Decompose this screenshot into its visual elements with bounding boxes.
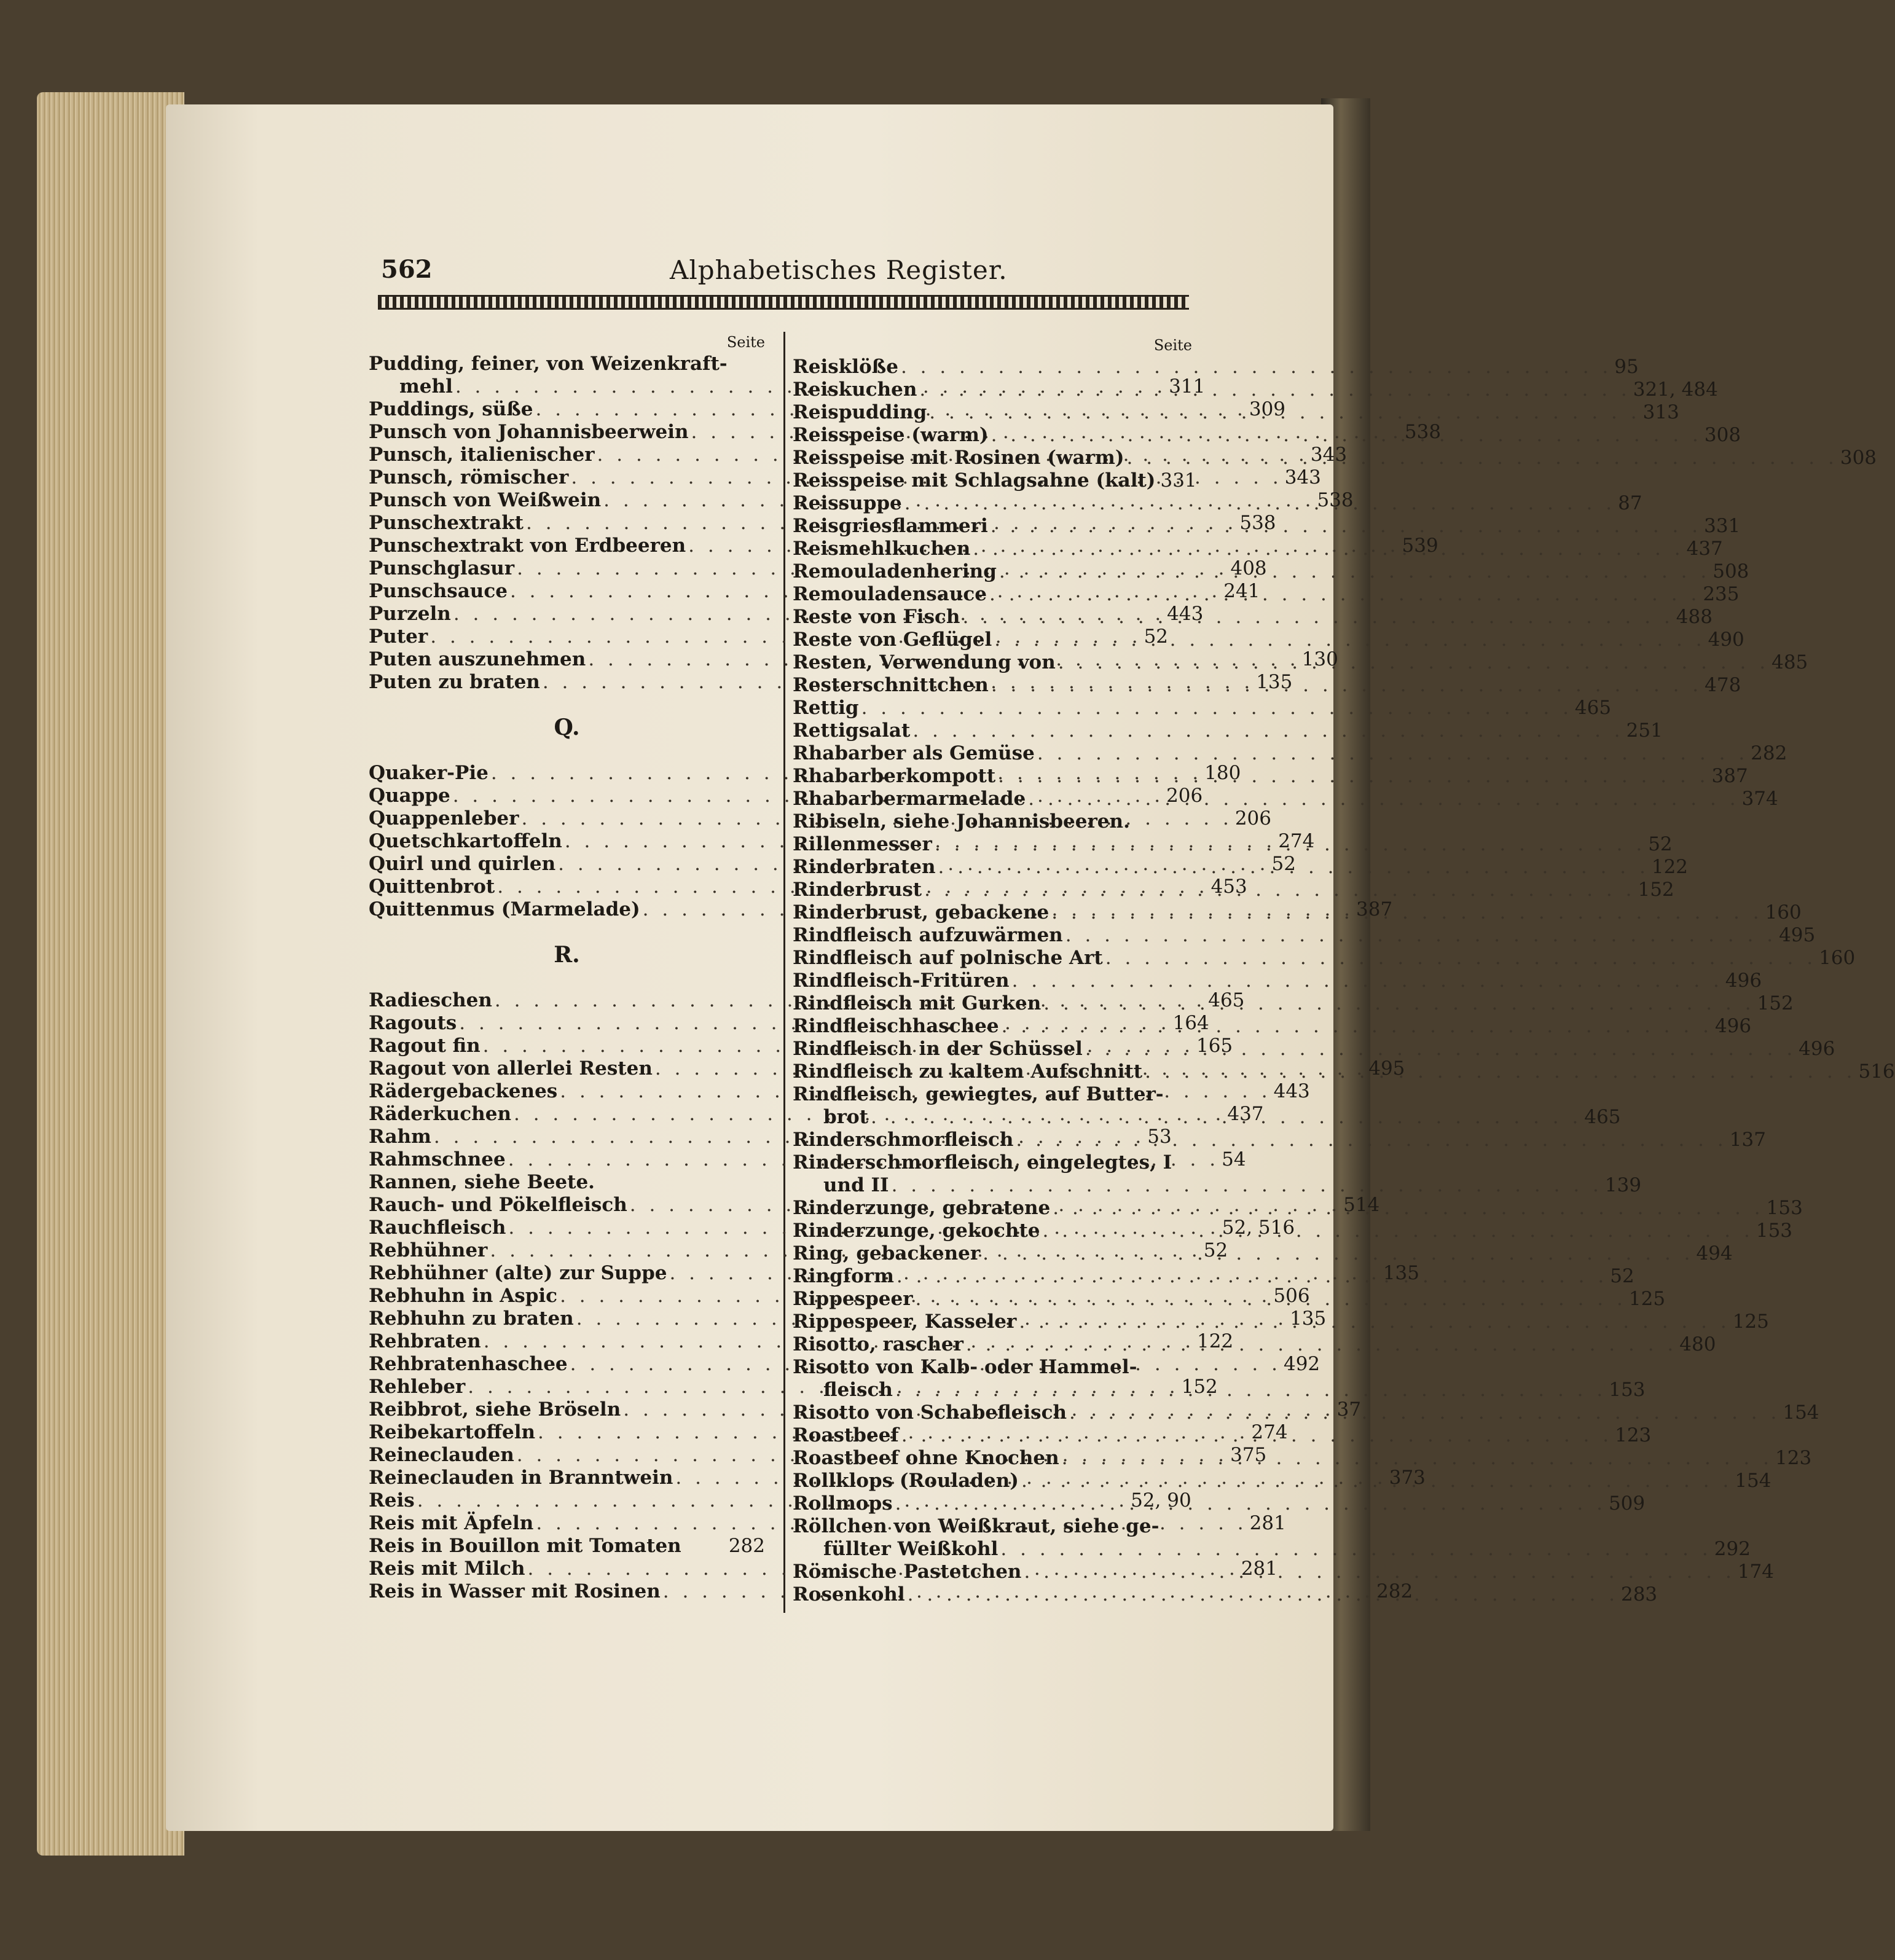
entry-term: Punsch von Weißwein: [369, 489, 602, 511]
entry-term: Rinderzunge, gebratene: [793, 1197, 1051, 1219]
entry-page: 283: [1620, 1583, 1658, 1605]
entry-page: 180: [1204, 762, 1241, 784]
entry-page: 123: [1615, 1424, 1652, 1446]
entry-term: Ring, gebackener: [793, 1242, 981, 1264]
index-entry: [793, 810, 1192, 833]
entry-term: Rindfleisch zu kaltem Aufschnitt: [793, 1060, 1143, 1083]
entry-term: Ragout von allerlei Resten: [369, 1057, 653, 1080]
entry-term: Radieschen: [369, 989, 492, 1011]
entry-term: Quittenmus (Marmelade): [369, 898, 640, 920]
index-entry: [793, 742, 1787, 765]
book-page-edges: [37, 92, 184, 1856]
entry-page: 153: [1756, 1220, 1793, 1242]
entry-term: Rebhuhn in Aspic: [369, 1285, 558, 1307]
leader-dots: [1035, 742, 1751, 765]
entry-page: 206: [1234, 807, 1271, 829]
entry-page: 281: [1249, 1512, 1286, 1534]
leader-dots: [1059, 1447, 1775, 1470]
entry-term: Rannen, siehe Beete.: [369, 1171, 595, 1193]
entry-page: 282: [1751, 742, 1787, 764]
leader-dots: [963, 1333, 1679, 1356]
entry-term: Punschsauce: [369, 580, 508, 602]
entry-page: 488: [1676, 606, 1713, 628]
entry-term: Reiskuchen: [793, 378, 917, 401]
entry-term: Risotto von Kalb- oder Hammel-: [793, 1356, 1137, 1378]
leader-dots: [970, 538, 1686, 560]
entry-page: 538: [1404, 421, 1442, 443]
entry-term: Quappe: [369, 785, 450, 807]
entry-term: Quittenbrot: [369, 876, 495, 898]
entry-page: 282: [728, 1535, 765, 1557]
column-label: Seite: [726, 334, 765, 351]
entry-page: 496: [1725, 970, 1762, 992]
entry-page: 465: [1574, 697, 1612, 719]
entry-page: 387: [1356, 898, 1393, 920]
leader-dots: [1050, 1197, 1766, 1220]
leader-dots: [989, 674, 1705, 697]
leader-dots: [1021, 1561, 1737, 1583]
leader-dots: [917, 378, 1633, 401]
entry-term: Rollmops: [793, 1492, 893, 1515]
index-entry: [793, 1129, 1766, 1151]
index-entry: [793, 629, 1744, 651]
entry-term: Punschextrakt von Erdbeeren: [369, 535, 686, 557]
entry-term: brot: [823, 1106, 869, 1128]
entry-term: Reste von Fisch: [793, 606, 960, 628]
index-entry: [793, 697, 1612, 719]
leader-dots: [992, 629, 1708, 651]
entry-term: Rindfleisch aufzuwärmen: [793, 924, 1063, 946]
entry-page: 375: [1230, 1444, 1267, 1466]
entry-term: Reismehlkuchen: [793, 538, 971, 560]
leader-dots: [1083, 1038, 1799, 1060]
entry-page: 538: [1317, 489, 1354, 511]
entry-term: Ragouts: [369, 1012, 457, 1034]
entry-term: Quaker-Pie: [369, 762, 488, 784]
index-entry: [793, 356, 1639, 378]
spacer: [369, 921, 765, 944]
entry-term: Puten zu braten: [369, 671, 540, 693]
entry-page: 516: [1858, 1060, 1895, 1083]
entry-term: Räderkuchen: [369, 1103, 511, 1125]
entry-page: 130: [1301, 648, 1338, 670]
entry-page: 274: [1251, 1421, 1288, 1443]
entry-page: 311: [1169, 375, 1206, 398]
entry-page: 139: [1604, 1174, 1642, 1196]
ornamental-rule: [378, 295, 1189, 310]
entry-term: Rhabarber als Gemüse: [793, 742, 1035, 764]
leader-dots: [1010, 970, 1725, 992]
entry-page: 292: [1714, 1538, 1751, 1560]
entry-page: 495: [1368, 1057, 1405, 1080]
entry-page: 480: [1679, 1333, 1716, 1355]
entry-page: 331: [1160, 469, 1197, 492]
entry-term: mehl: [399, 375, 453, 398]
entry-page: 135: [1383, 1262, 1419, 1284]
entry-page: 331: [1704, 515, 1741, 537]
index-entry: [369, 353, 765, 375]
entry-page: 52: [1648, 833, 1673, 855]
entry-page: 52: [1610, 1265, 1634, 1287]
leader-dots: [1040, 1220, 1756, 1242]
entry-term: Punsch, italienischer: [369, 444, 595, 466]
entry-page: 509: [1608, 1492, 1646, 1515]
leader-dots: [987, 583, 1703, 606]
entry-term: Rettig: [793, 697, 859, 719]
index-entry: [793, 970, 1762, 992]
entry-term: Rosenkohl: [793, 1583, 905, 1605]
entry-page: 87: [1618, 492, 1642, 514]
entry-page: 373: [1389, 1467, 1426, 1489]
entry-term: Rebhuhn zu braten: [369, 1307, 574, 1330]
entry-page: 241: [1223, 580, 1260, 602]
entry-term: Punsch, römischer: [369, 466, 569, 488]
entry-page: 485: [1771, 651, 1808, 673]
entry-page: 374: [1741, 788, 1778, 810]
leader-dots: [1067, 1401, 1783, 1424]
leader-dots: [997, 560, 1713, 583]
entry-page: 496: [1714, 1015, 1752, 1037]
leader-dots: [913, 1288, 1629, 1311]
entry-term: Rehbratenhaschee: [369, 1353, 568, 1375]
entry-term: Rindfleischhaschee: [793, 1015, 999, 1037]
entry-page: 514: [1343, 1194, 1380, 1216]
entry-term: Rillenmesser: [793, 833, 932, 855]
entry-page: 154: [1783, 1401, 1819, 1424]
entry-term: Remouladensauce: [793, 583, 987, 605]
entry-term: Remouladenhering: [793, 560, 997, 582]
entry-page: 453: [1210, 876, 1247, 898]
leader-dots: [988, 515, 1704, 538]
index-entry: [793, 924, 1816, 947]
entry-term: Rinderbraten: [793, 856, 936, 878]
entry-term: Quetschkartoffeln: [369, 830, 562, 852]
entry-page: 281: [1241, 1558, 1277, 1580]
entry-page: 137: [1729, 1129, 1766, 1151]
leader-dots: [936, 856, 1652, 879]
entry-term: Rindfleisch mit Gurken: [793, 992, 1042, 1014]
column-label: Seite: [1153, 337, 1192, 354]
entry-term: Römische Pastetchen: [793, 1561, 1022, 1583]
entry-term: Reibekartoffeln: [369, 1421, 536, 1443]
entry-term: Rebhühner (alte) zur Suppe: [369, 1262, 667, 1284]
entry-term: Röllchen von Weißkraut, siehe ge-: [793, 1515, 1159, 1537]
entry-page: 506: [1273, 1285, 1310, 1307]
leader-dots: [1142, 1060, 1858, 1083]
entry-page: 494: [1696, 1242, 1733, 1264]
entry-page: 174: [1737, 1561, 1774, 1583]
index-entry: [369, 1535, 765, 1558]
entry-term: Puten auszunehmen: [369, 648, 586, 670]
leader-dots: [893, 1492, 1609, 1515]
index-entry: [793, 1151, 1192, 1174]
leader-dots: [1026, 788, 1741, 810]
leader-dots: [910, 719, 1626, 742]
entry-page: 135: [1290, 1307, 1327, 1330]
entry-term: Roastbeef: [793, 1424, 899, 1446]
entry-page: 52, 90: [1131, 1489, 1191, 1511]
entry-page: 437: [1686, 538, 1723, 560]
entry-page: 123: [1775, 1447, 1812, 1469]
entry-term: Reis in Bouillon mit Tomaten: [369, 1535, 681, 1557]
entry-term: Rauch- und Pökelfleisch: [369, 1194, 627, 1216]
spacer: [369, 739, 765, 762]
leader-dots: [902, 492, 1618, 515]
entry-term: Rindfleisch auf polnische Art: [793, 947, 1103, 969]
entry-term: Reibbrot, siehe Bröseln: [369, 1398, 621, 1421]
leader-dots: [868, 1106, 1584, 1129]
entry-page: 408: [1230, 557, 1267, 579]
entry-page: 154: [1735, 1470, 1771, 1492]
index-entry: [793, 1492, 1646, 1515]
entry-page: 343: [1310, 444, 1348, 466]
entry-term: Puter: [369, 625, 428, 648]
entry-term: Ringform: [793, 1265, 894, 1287]
entry-page: 437: [1227, 1103, 1264, 1125]
entry-term: Rinderbrust, gebackene: [793, 901, 1050, 923]
entry-term: Reisspeise mit Rosinen (warm): [793, 447, 1124, 469]
entry-term: Quappenleber: [369, 807, 519, 829]
entry-term: Rippespeer: [793, 1288, 913, 1310]
entry-term: Rinderschmorfleisch, eingelegtes, I: [793, 1151, 1172, 1174]
entry-page: 125: [1732, 1311, 1769, 1333]
entry-page: 95: [1614, 356, 1639, 378]
leader-dots: [927, 401, 1642, 424]
spacer: [369, 966, 765, 989]
letter-heading: Q.: [554, 715, 580, 740]
entry-page: 282: [1376, 1580, 1413, 1602]
entry-term: fleisch: [823, 1379, 893, 1401]
entry-term: Reispudding: [793, 401, 927, 423]
entry-term: Reisspeise mit Schlagsahne (kalt): [793, 469, 1156, 492]
entry-page: 52: [1144, 625, 1169, 648]
entry-page: 165: [1196, 1035, 1233, 1057]
entry-term: Rhabarbermarmelade: [793, 788, 1026, 810]
entry-page: 274: [1278, 830, 1315, 852]
leader-dots: [1016, 1311, 1732, 1333]
entry-term: Rindfleisch, gewiegtes, auf Butter-: [793, 1083, 1164, 1105]
entry-page: 152: [1181, 1376, 1218, 1398]
leader-dots: [893, 1379, 1609, 1401]
entry-term: Reisklöße: [793, 356, 898, 378]
entry-page: 37: [1336, 1398, 1362, 1421]
page-number: 562: [381, 255, 433, 284]
running-title: Alphabetisches Register.: [670, 255, 1008, 285]
spacer: [369, 694, 765, 716]
entry-page: 122: [1197, 1330, 1234, 1352]
leader-dots: [1019, 1470, 1735, 1492]
entry-term: Rindfleisch in der Schüssel: [793, 1038, 1083, 1060]
entry-term: Reis in Wasser mit Rosinen: [369, 1580, 661, 1602]
entry-term: Reineclauden: [369, 1444, 514, 1466]
leader-dots: [1124, 447, 1840, 469]
entry-page: 54: [1222, 1148, 1246, 1170]
leader-dots: [889, 1174, 1605, 1197]
index-entry: [793, 1538, 1751, 1561]
entry-term: Ragout fin: [369, 1035, 481, 1057]
entry-page: 153: [1766, 1197, 1803, 1219]
entry-term: Punschglasur: [369, 557, 515, 579]
leader-dots: [1056, 651, 1771, 674]
index-entry: [793, 1083, 1192, 1106]
leader-dots: [905, 1583, 1621, 1606]
entry-page: 492: [1283, 1353, 1320, 1375]
leader-dots: [1049, 901, 1765, 924]
entry-page: 235: [1703, 583, 1740, 605]
entry-page: 465: [1208, 989, 1245, 1011]
leader-dots: [1013, 1129, 1729, 1151]
index-entry: [793, 947, 1856, 970]
leader-dots: [898, 356, 1614, 378]
entry-term: Reste von Geflügel: [793, 629, 992, 651]
entry-term: Rahm: [369, 1126, 431, 1148]
entry-term: Quirl und quirlen: [369, 853, 556, 875]
entry-term: Ribiseln, siehe Johannisbeeren.: [793, 810, 1130, 833]
entry-term: Rippespeer, Kasseler: [793, 1311, 1017, 1333]
index-entry: [793, 1515, 1192, 1538]
entry-term: Rindfleisch-Fritüren: [793, 970, 1010, 992]
entry-page: 308: [1704, 424, 1741, 446]
entry-term: Rinderzunge, gekochte: [793, 1220, 1040, 1242]
leader-dots: [1041, 992, 1757, 1015]
entry-page: 539: [1402, 535, 1438, 557]
entry-term: Rebhühner: [369, 1239, 488, 1261]
letter-heading: R.: [554, 942, 580, 968]
entry-term: Rollklops (Rouladen): [793, 1470, 1019, 1492]
entry-term: und II: [823, 1174, 889, 1196]
entry-term: Resterschnittchen: [793, 674, 989, 696]
entry-page: 478: [1705, 674, 1741, 696]
entry-term: füllter Weißkohl: [823, 1538, 999, 1560]
entry-page: 52: [1203, 1239, 1228, 1261]
entry-term: Reisspeise (warm): [793, 424, 989, 446]
leader-dots: [995, 765, 1711, 788]
entry-page: 313: [1642, 401, 1679, 423]
entry-term: Rinderschmorfleisch: [793, 1129, 1014, 1151]
entry-page: 465: [1584, 1106, 1621, 1128]
entry-term: Reissuppe: [793, 492, 902, 514]
index-entry: [793, 606, 1713, 629]
entry-term: Punschextrakt: [369, 512, 524, 534]
index-entry: [793, 469, 1197, 492]
leader-dots: [960, 606, 1676, 629]
leader-dots: [922, 879, 1638, 901]
entry-term: Reis: [369, 1489, 415, 1511]
entry-term: Roastbeef ohne Knochen: [793, 1447, 1059, 1469]
leader-dots: [894, 1265, 1610, 1288]
entry-page: 321, 484: [1633, 378, 1718, 401]
entry-term: Rinderbrust: [793, 879, 922, 901]
entry-term: Resten, Verwendung von: [793, 651, 1056, 673]
entry-term: Reineclauden in Branntwein: [369, 1467, 673, 1489]
entry-term: Rädergebackenes: [369, 1080, 558, 1102]
entry-page: 122: [1651, 856, 1689, 878]
entry-page: 160: [1765, 901, 1802, 923]
entry-page: 52, 516: [1222, 1217, 1295, 1239]
index-entry: [793, 378, 1718, 401]
entry-page: 443: [1273, 1080, 1310, 1102]
index-entry: [793, 719, 1663, 742]
entry-term: Rehleber: [369, 1376, 466, 1398]
entry-term: Purzeln: [369, 603, 451, 625]
index-entry: [793, 788, 1778, 810]
entry-term: Risotto, rascher: [793, 1333, 963, 1355]
entry-page: 343: [1284, 466, 1321, 488]
entry-page: 508: [1713, 560, 1749, 582]
entry-term: Reisgriesflammeri: [793, 515, 988, 537]
leader-dots: [1103, 947, 1819, 970]
entry-page: 152: [1757, 992, 1794, 1014]
leader-dots: [989, 424, 1705, 447]
entry-term: Reis mit Äpfeln: [369, 1512, 534, 1534]
page-header: [381, 255, 1180, 292]
entry-page: 490: [1708, 629, 1744, 651]
entry-term: Risotto von Schabefleisch: [793, 1401, 1067, 1424]
entry-term: Rhabarberkompott: [793, 765, 996, 787]
entry-page: 443: [1167, 603, 1204, 625]
entry-page: 309: [1249, 398, 1286, 420]
index-entry: [369, 1171, 765, 1194]
entry-page: 251: [1626, 719, 1663, 742]
entry-page: 206: [1166, 785, 1203, 807]
entry-term: Rettigsalat: [793, 719, 911, 742]
entry-page: 387: [1711, 765, 1748, 787]
entry-page: 496: [1799, 1038, 1835, 1060]
entry-term: Punsch von Johannisbeerwein: [369, 421, 689, 443]
leader-dots: [859, 697, 1575, 719]
entry-term: Reis mit Milch: [369, 1558, 525, 1580]
entry-page: 308: [1840, 447, 1877, 469]
entry-page: 125: [1628, 1288, 1666, 1310]
entry-term: Puddings, süße: [369, 398, 533, 420]
index-entry: [793, 1174, 1642, 1197]
index-entry: [793, 1356, 1192, 1379]
leader-dots: [998, 1538, 1714, 1561]
entry-page: 538: [1239, 512, 1276, 534]
leader-dots: [999, 1015, 1715, 1038]
entry-page: 164: [1172, 1012, 1209, 1034]
entry-page: 52: [1271, 853, 1296, 875]
entry-page: 53: [1147, 1126, 1172, 1148]
leader-dots: [980, 1242, 1696, 1265]
entry-term: Rehbraten: [369, 1330, 481, 1352]
entry-page: 495: [1779, 924, 1816, 946]
entry-term: Pudding, feiner, von Weizenkraft-: [369, 353, 728, 375]
entry-page: 152: [1638, 879, 1674, 901]
leader-dots: [932, 833, 1648, 856]
leader-dots: [899, 1424, 1615, 1447]
entry-page: 135: [1256, 671, 1293, 693]
entry-page: 153: [1609, 1379, 1646, 1401]
leader-dots: [1063, 924, 1779, 947]
entry-term: Rahmschnee: [369, 1148, 506, 1170]
entry-term: Rauchfleisch: [369, 1217, 506, 1239]
entry-page: 160: [1819, 947, 1856, 969]
